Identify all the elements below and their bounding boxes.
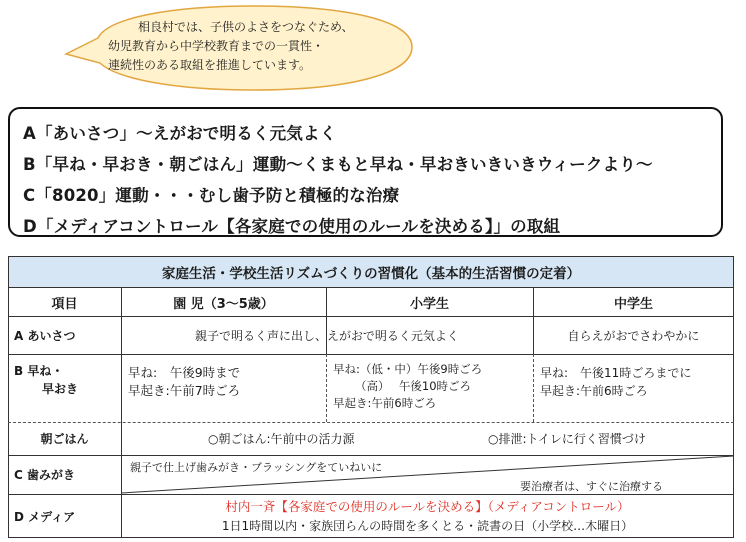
- aisatsu-jhs: 自らえがおでさわやかに: [567, 328, 700, 343]
- header-elementary: 小学生: [409, 296, 449, 312]
- text-line: 早ね:（低・中）午後9時ごろ: [333, 362, 483, 376]
- asagohan-left: ○朝ごはん:午前中の活力源: [208, 432, 355, 446]
- table-title: 家庭生活・学校生活リズムづくりの習慣化（基本的生活習慣の定着）: [8, 256, 734, 288]
- text-line: 早起き:午前6時ごろ: [333, 396, 437, 410]
- hayane-jhs: [540, 364, 732, 400]
- goal-d: D「メディアコントロール【各家庭での使用のルールを決める】」の取組: [23, 217, 561, 236]
- habits-table: [8, 256, 734, 538]
- hayane-preschool: [128, 364, 323, 400]
- text-line: （高） 午後10時ごろ: [355, 379, 472, 393]
- bubble-text: [108, 18, 408, 75]
- row-label-line: 早おき: [42, 382, 79, 396]
- goal-a: A「あいさつ」～えがおで明るく元気よく: [23, 124, 337, 143]
- asagohan-right: ○排泄:トイレに行く習慣づけ: [488, 432, 646, 446]
- text-line: 早ね: 午後11時ごろまでに: [540, 366, 692, 380]
- media-line1: 村内一斉【各家庭での使用のルールを決める】（メディアコントロール）: [225, 499, 630, 514]
- header-junior-high: 中学生: [613, 296, 653, 312]
- row-label-media: D メディア: [14, 509, 76, 524]
- row-label-hamigaki: C 歯みがき: [14, 468, 75, 482]
- text-line: 早起き:午前7時ごろ: [128, 383, 241, 398]
- row-label-line: B 早ね・: [14, 364, 64, 378]
- aisatsu-young: 親子で明るく声に出し、えがおで明るく元気よく: [195, 328, 459, 343]
- row-label-hayane: [14, 362, 121, 398]
- goals-box: [8, 107, 723, 237]
- header-preschool: 園 児（3～5歳）: [173, 296, 274, 312]
- hamigaki-upper: 親子で仕上げ歯みがき・ブラッシングをていねいに: [130, 461, 383, 474]
- bubble-line: 相良村では、子供のよさをつなぐため、: [138, 20, 354, 34]
- row-label-aisatsu: A あいさつ: [14, 328, 76, 343]
- bubble-line: 連続性のある取組を推進しています。: [108, 58, 312, 72]
- col-divider: [533, 354, 534, 422]
- goal-b: B「早ね・早おき・朝ごはん」運動～くまもと早ね・早おきいきいきウィークより～: [23, 155, 653, 174]
- row-divider: [8, 354, 734, 355]
- hamigaki-lower: 要治療者は、すぐに治療する: [520, 480, 663, 493]
- goal-c: C「8020」運動・・・むし歯予防と積極的な治療: [23, 186, 400, 205]
- media-line2: 1日1時間以内・家族団らんの時間を多くとる・読書の日（小学校…木曜日）: [221, 518, 634, 533]
- bubble-line: 幼児教育から中学校教育までの一貫性・: [108, 39, 325, 53]
- header-item: 項目: [51, 296, 78, 312]
- hayane-elementary: [333, 361, 531, 412]
- text-line: 早起き:午前6時ごろ: [540, 384, 648, 398]
- col-divider: [326, 354, 327, 422]
- text-line: 早ね: 午後9時まで: [128, 365, 241, 380]
- row-label-asagohan: 朝ごはん: [40, 432, 89, 446]
